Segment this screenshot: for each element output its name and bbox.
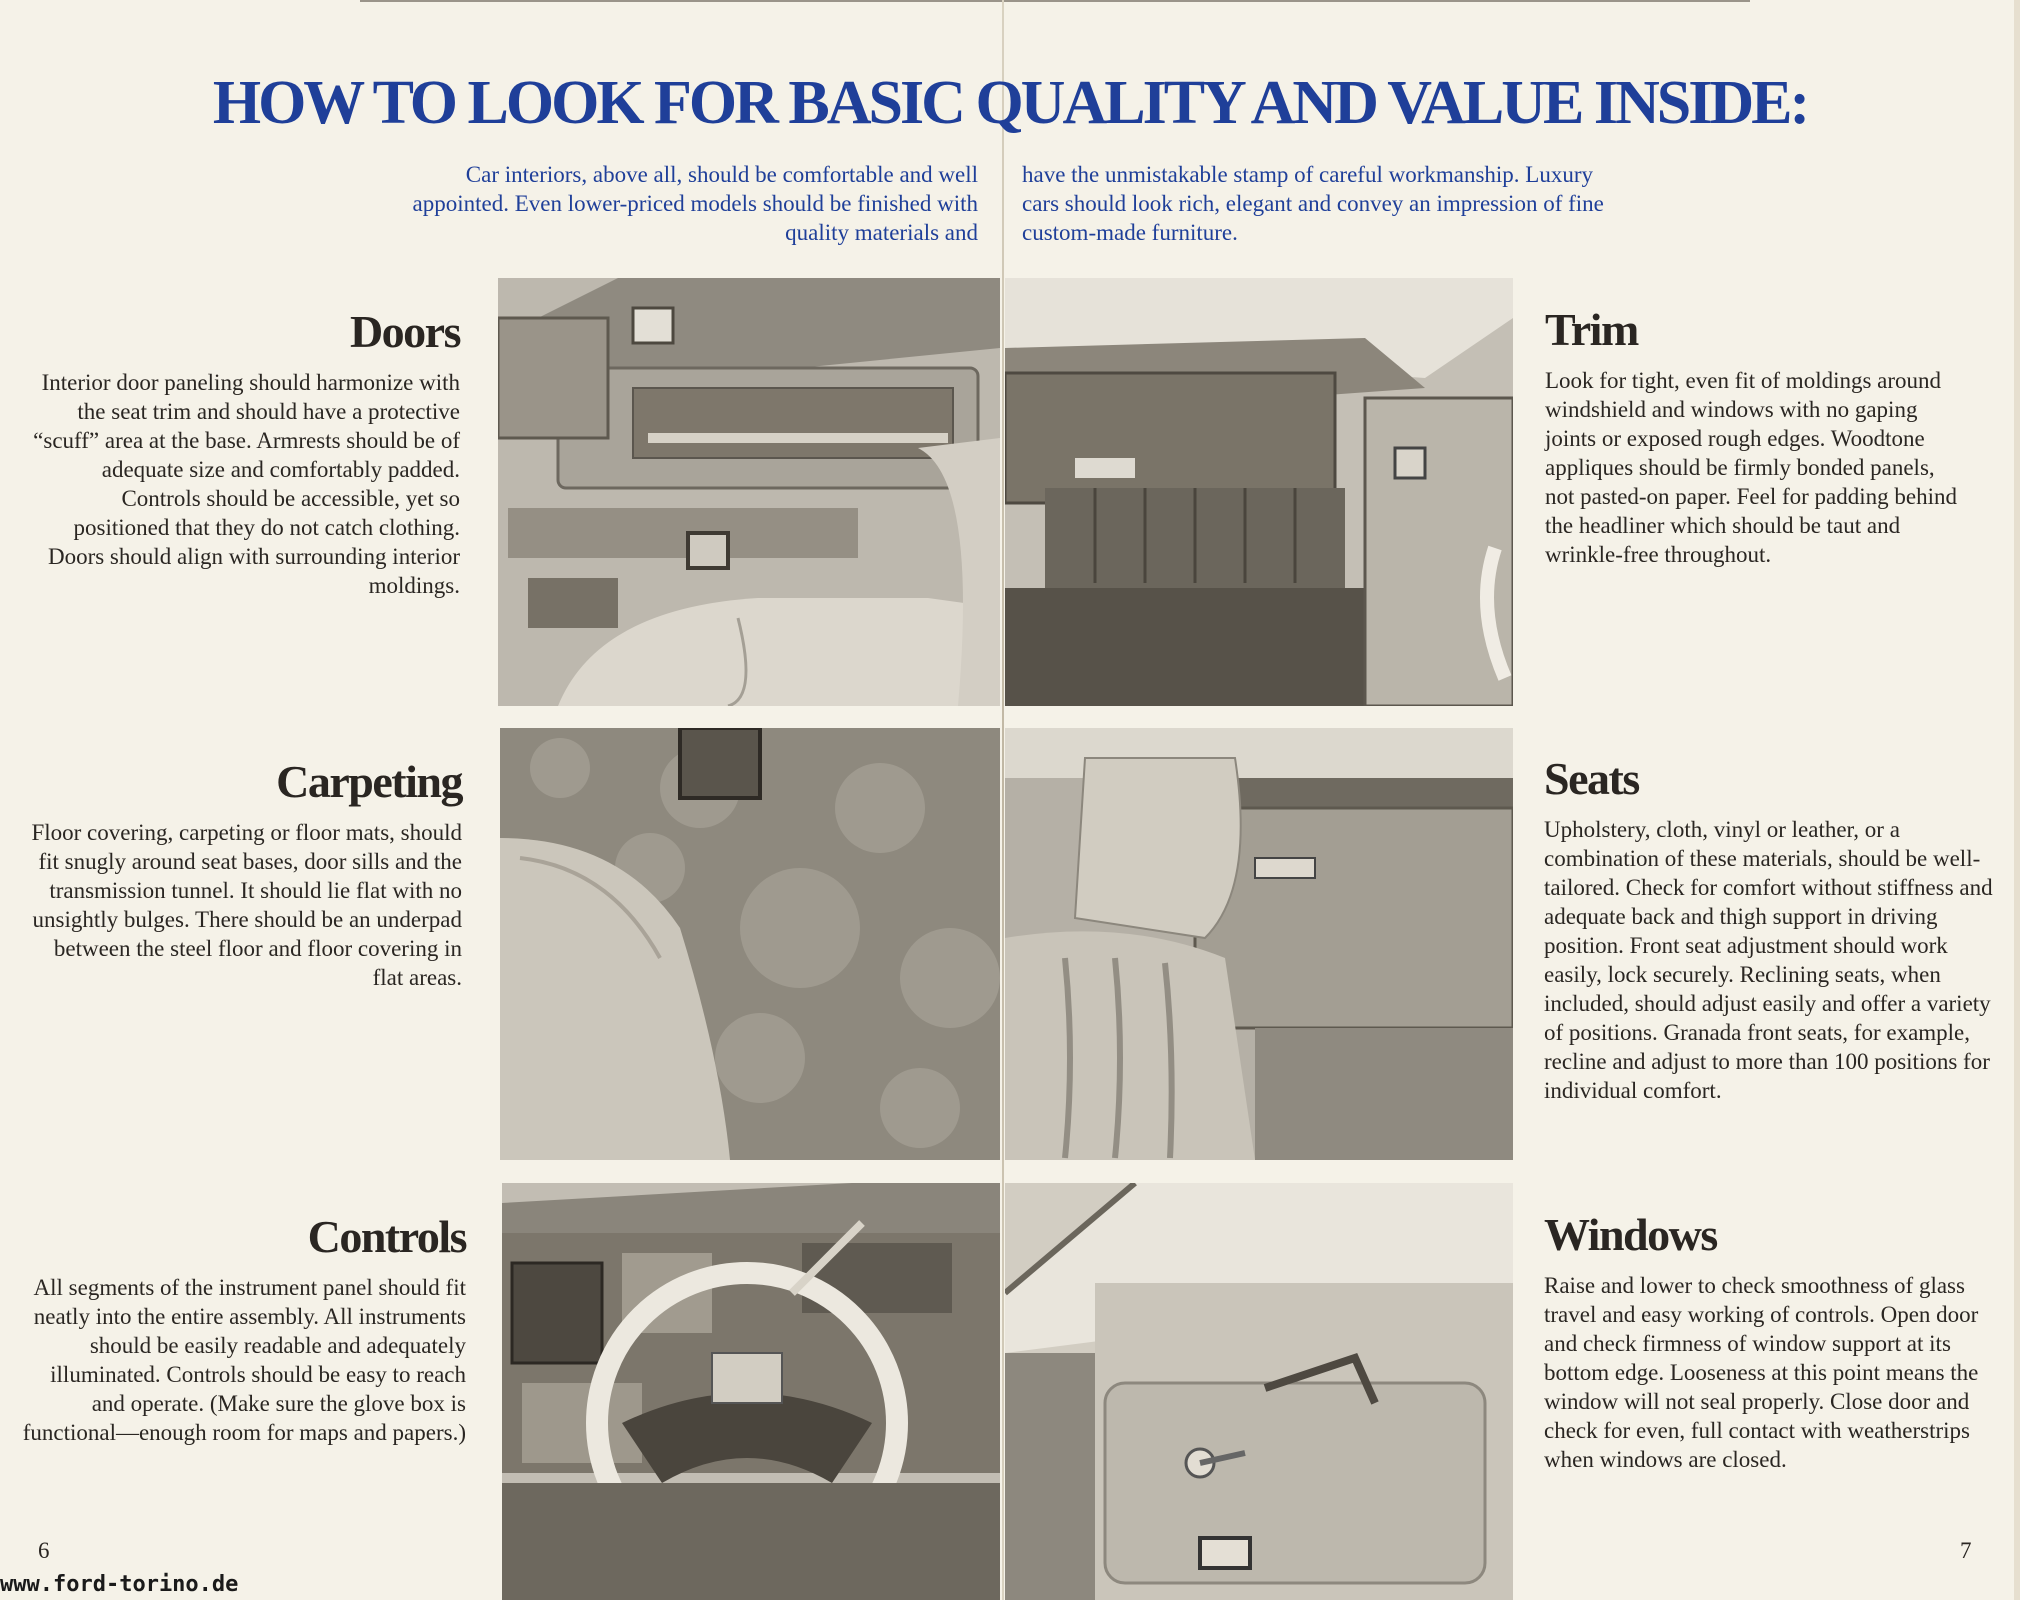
windows-photo: [1005, 1183, 1513, 1600]
intro-right: have the unmistakable stamp of careful workmanship. Luxury cars should look rich, elegant and convey an impression of fine custom-made furniture.: [1022, 162, 1604, 245]
windows-heading: Windows: [1544, 1209, 1717, 1260]
watermark-url: www.ford-torino.de: [0, 1572, 239, 1597]
doors-photo: [498, 278, 1000, 706]
seats-body: Upholstery, cloth, vinyl or leather, or a combination of these materials, should be well-tailored. Check for comfort without stiffness and adequate back and thigh support in driving position. Front seat adjustment should work easily, lock securely. Reclining seats, when included, should adjust easily and offer a variety of positions. Granada front seats, for example, recline and adjust to more than 100 positions for individual comfort.: [1544, 817, 1993, 1103]
section-controls: [20, 1210, 466, 1447]
windows-body: Raise and lower to check smoothness of glass travel and easy working of controls. Open door and check firmness of window support at its bottom edge. Looseness at this point means the window will not seal properly. Close door and check for even, full contact with weatherstrips when windows are closed.: [1544, 1273, 1979, 1472]
controls-heading: Controls: [307, 1211, 466, 1262]
controls-photo: [502, 1183, 1000, 1600]
seats-photo: [1005, 728, 1513, 1160]
section-trim: [1545, 303, 1965, 569]
seats-heading: Seats: [1544, 753, 1639, 804]
trim-heading: Trim: [1545, 304, 1638, 355]
page-number-right: 7: [1960, 1538, 1972, 1563]
section-carpeting: [20, 755, 462, 992]
carpeting-body: Floor covering, carpeting or floor mats, should fit snugly around seat bases, door sills and the transmission tunnel. It should lie flat with no unsightly bulges. There should be an underpad between the steel floor and floor covering in flat areas.: [31, 820, 462, 990]
section-doors: [20, 305, 460, 600]
intro-left: Car interiors, above all, should be comfortable and well appointed. Even lower-priced models should be finished with quality materials and: [412, 162, 978, 245]
trim-photo: [1005, 278, 1513, 706]
section-windows: [1544, 1208, 1984, 1474]
page-gutter: [1002, 0, 1004, 1600]
doors-heading: Doors: [349, 306, 460, 357]
carpeting-heading: Carpeting: [276, 756, 462, 807]
top-edge-line: [360, 0, 1750, 2]
doors-body: Interior door paneling should harmonize with the seat trim and should have a protective “scuff” area at the base. Armrests should be of adequate size and comfortably padded. Controls should be accessible, yet so positioned that they do not catch clothing. Doors should align with surrounding interior moldings.: [33, 370, 460, 598]
section-seats: [1544, 752, 1994, 1105]
controls-body: All segments of the instrument panel should fit neatly into the entire assembly. All instruments should be easily readable and adequately illuminated. Controls should be easy to reach and operate. (Make sure the glove box is functional—enough room for maps and papers.): [22, 1275, 466, 1445]
carpeting-photo: [500, 728, 1000, 1160]
page-edge: [2014, 0, 2020, 1600]
page-title: HOW TO LOOK FOR BASIC QUALITY AND VALUE INSIDE:: [212, 69, 1808, 137]
page-number-left: 6: [38, 1538, 50, 1563]
trim-body: Look for tight, even fit of moldings around windshield and windows with no gaping joints or exposed rough edges. Woodtone appliques should be firmly bonded panels, not pasted-on paper. Feel for padding behind the headliner which should be taut and wrinkle-free throughout.: [1545, 368, 1957, 567]
